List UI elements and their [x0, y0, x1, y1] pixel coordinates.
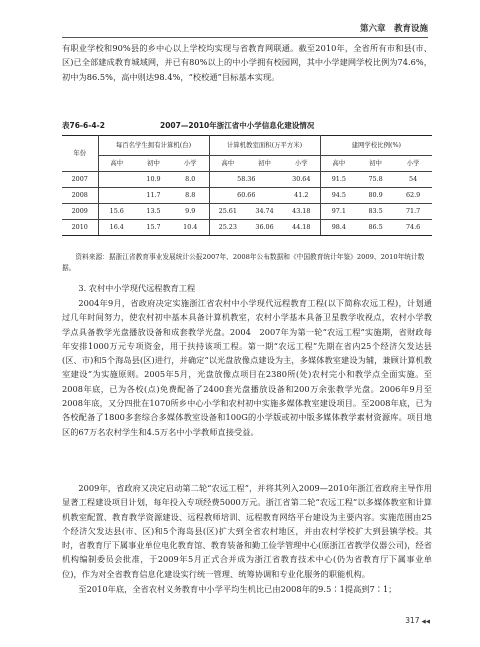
subheader-cell: 高中: [320, 156, 357, 172]
table-cell: 80.9: [357, 188, 394, 204]
table-title: 2007—2010年浙江省中小学信息化建设情况: [160, 121, 315, 130]
subheader-cell: 高中: [98, 156, 135, 172]
table-cell: 62.9: [394, 188, 432, 204]
table-cell: 54: [394, 172, 432, 188]
table-cell: 41.2: [283, 188, 320, 204]
running-head: 第六章 教育设施: [359, 24, 428, 34]
group-header-computers: 每百名学生拥有计算机(台): [98, 136, 209, 156]
statistics-table: [62, 135, 432, 236]
year-cell: 2008: [62, 188, 98, 204]
table-cell: [98, 172, 135, 188]
folio-mark: ◀◀: [421, 619, 430, 625]
table-cell-merged: 60.66: [209, 188, 283, 204]
table-row: [62, 172, 432, 188]
body-paragraph: 2009年，省政府又决定启动第二轮“农远工程”，并将其列入2009—2010年浙江省政府主导作用显著工程建设项目计划，每年投入专项经费5000万元。浙江省第二轮“农远工程”以多媒体教室和计算机教室配置、教育教学资源建设、远程教师培训、远程教育网络平台建设为主要内容。实施范围由25个经济欠发达县(市、区)和5个海岛县(区)扩大到全省农村地区，并由农村学校扩大到县镇学校。其时，省教育厅下属事业单位电化教育馆、教育装备和勤工俭学管理中心(原浙江省教学仪器公司)，经省机构编制委员会批准，于2009年5月正式合并成为浙江省教育技术中心(仍为省教育厅下属事业单位)，作为对全省教育信息化建设实行统一管理、统筹协调和专业化服务的职能机构。: [62, 483, 432, 579]
group-header-lab-area: 计算机教室面积(万平方米): [209, 136, 320, 156]
body-paragraph: 2004年9月，省政府决定实施浙江省农村中小学现代远程教育工程(以下简称农远工程)，计划通过几年时间努力，使农村初中基本具备计算机教室，农村小学基本具备卫星教学收视点，农村小学教学点具备教学光盘播放设备和成套教学光盘。2004 2007年为第一轮“农远工程”实施期，省财政每年安排1000万元专项资金，用于扶持该项工程。第一期“农远工程”先期在省内25个经济欠发达县(区、市)和5个海岛县(区)进行，并确定“以光盘放像点建设为主，多媒体教室建设为辅，兼顾计算机教室建设”为实施原则。2005年5月，光盘放像点项目在2380所(处)农村完小和教学点全面实施。至2008年底，已为各校(点)免费配备了2400套光盘播放设备和200万余张教学光盘。2006年9月至2008年底，又分四批在1070所乡中心小学和农村初中实施多媒体教室建设项目。至2008年底，已为各校配备了1800多套综合多媒体教室设备和100G的小学版或初中版多媒体教学素材资源库。项目地区的67万名农村学生和4.5万名中小学教师直接受益。: [62, 298, 432, 437]
year-cell: 2007: [62, 172, 98, 188]
table-source-note: 资料来源：据浙江省教育事业发展统计公报2007年、2008年公布数据和《中国教育统计年鉴》2009、2010年统计数据。: [62, 253, 425, 272]
table-cell-merged: 58.36: [209, 172, 283, 188]
table-cell: 16.4: [98, 220, 135, 236]
year-cell: 2009: [62, 204, 98, 220]
table-cell: 36.06: [246, 220, 283, 236]
year-cell: 2010: [62, 220, 98, 236]
subheader-cell: 初中: [246, 156, 283, 172]
table-cell: 25.23: [209, 220, 246, 236]
table-cell: 98.4: [320, 220, 357, 236]
table-cell: 10.9: [135, 172, 172, 188]
table-row: [62, 220, 432, 236]
page-number: [405, 616, 430, 625]
table-cell: 10.4: [172, 220, 209, 236]
table-cell: 43.18: [283, 204, 320, 220]
header-rule: [62, 37, 428, 38]
table-subheader-row: [62, 156, 432, 172]
table-cell: 13.5: [135, 204, 172, 220]
table-cell: 15.7: [135, 220, 172, 236]
group-header-network-ratio: 建网学校比例(%): [320, 136, 432, 156]
year-header: 年份: [62, 136, 98, 172]
table-cell: 8.8: [172, 188, 209, 204]
subheader-cell: 小学: [283, 156, 320, 172]
table-cell: 44.18: [283, 220, 320, 236]
table-cell: 34.74: [246, 204, 283, 220]
subheader-cell: 小学: [394, 156, 432, 172]
table-number: 表76-6-4-2: [62, 121, 105, 130]
table-cell: 30.64: [283, 172, 320, 188]
page-number-text: 317: [405, 616, 420, 625]
table-cell: 91.5: [320, 172, 357, 188]
table-row: [62, 204, 432, 220]
table-cell: 9.9: [172, 204, 209, 220]
table-cell: 15.6: [98, 204, 135, 220]
table-cell: 74.6: [394, 220, 432, 236]
body-paragraph: 至2010年底，全省农村义务教育中小学平均生机比已由2008年的9.5∶1提高到7∶1；: [78, 584, 397, 594]
subheader-cell: 初中: [357, 156, 394, 172]
table-cell: 25.61: [209, 204, 246, 220]
table-cell: 83.5: [357, 204, 394, 220]
table-cell: 86.5: [357, 220, 394, 236]
subheader-cell: 初中: [135, 156, 172, 172]
intro-paragraph: 有职业学校和90%县的乡中心以上学校均实现与省教育网联通。截至2010年，全省所有市和县(市、区)已全部建成教育城域网，并已有80%以上的中小学拥有校园网，其中小学建网学校比例为74.6%，初中为86.5%，高中则达98.4%，“校校通”目标基本实现。: [62, 43, 432, 82]
table-cell: 11.7: [135, 188, 172, 204]
table-row: [62, 188, 432, 204]
table-cell: 71.7: [394, 204, 432, 220]
subheader-cell: 高中: [209, 156, 246, 172]
section-heading: 3. 农村中小学现代远程教育工程: [78, 283, 196, 293]
table-cell: 97.1: [320, 204, 357, 220]
table-cell: 94.5: [320, 188, 357, 204]
table-cell: 8.0: [172, 172, 209, 188]
table-header-row: [62, 136, 432, 156]
subheader-cell: 小学: [172, 156, 209, 172]
table-cell: [98, 188, 135, 204]
table-cell: 75.8: [357, 172, 394, 188]
